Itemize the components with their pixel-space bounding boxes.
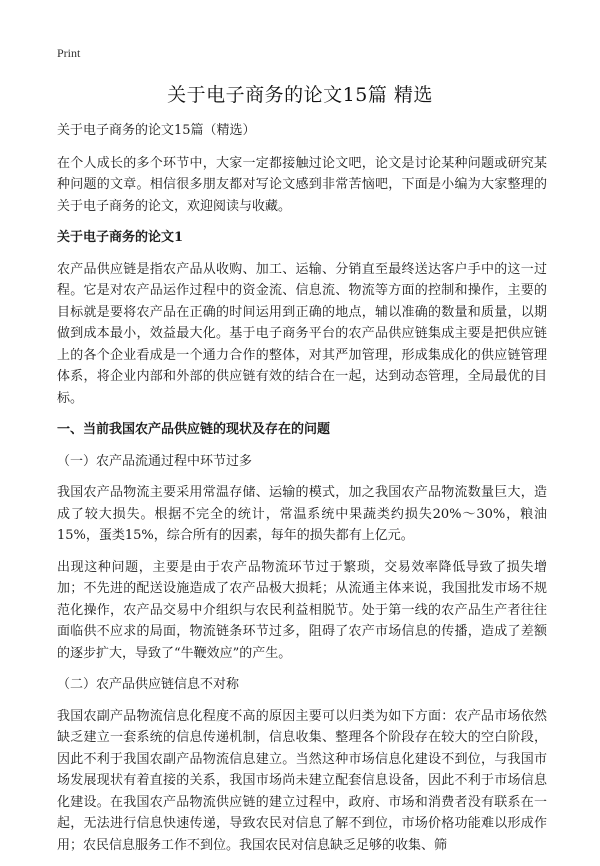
intro-paragraph: 在个人成长的多个环节中，大家一定都接触过论文吧，论文是讨论某种问题或研究某种问题的文章。相信很多朋友都对写论文感到非常苦恼吧，下面是小编为大家整理的关于电子商务的论文，欢迎阅读与收藏。	[57, 155, 547, 214]
paragraph: 出现这种问题，主要是由于农产品物流环节过于繁琐，交易效率降低导致了损失增加；不先进的配送设施造成了农产品极大损耗；从流通主体来说，我国批发市场不规范化操作，农产品交易中介组织与农民利益相脱节。处于第一线的农产品生产者往往面临供不应求的局面，物流链条环节过多，阻碍了农产市场信息的传播，造成了差额的逐步扩大，导致了“牛鞭效应”的产生。	[57, 559, 547, 661]
print-label: Print	[57, 46, 81, 60]
subsection-heading: （二）农产品供应链信息不对称	[57, 677, 240, 692]
document-subtitle: 关于电子商务的论文15篇（精选）	[57, 123, 256, 138]
paragraph: 我国农产品物流主要采用常温存储、运输的模式，加之我国农产品物流数量巨大，造成了较大损失。根据不完全的统计，常温系统中果蔬类约损失20%～30%，粮油15%，蛋类15%，综合所有的因素，每年的损失都有上亿元。	[57, 485, 547, 543]
paragraph: 农产品供应链是指农产品从收购、加工、运输、分销直至最终送达客户手中的这一过程。它是对农产品运作过程中的资金流、信息流、物流等方面的控制和操作，主要的目标就是要将农产品在正确的时间运用到正确的地点，辅以准确的数量和质量，以期做到成本最小，效益最大化。基于电子商务平台的农产品供应链集成主要是把供应链上的各个企业看成是一个通力合作的整体，对其严加管理，形成集成化的供应链管理体系，将企业内部和外部的供应链有效的结合在一起，达到动态管理，全局最优的目标。	[57, 261, 547, 406]
subsection-heading: （一）农产品流通过程中环节过多	[57, 453, 253, 469]
part-heading: 一、当前我国农产品供应链的现状及存在的问题	[57, 422, 331, 437]
paragraph: 我国农副产品物流信息化程度不高的原因主要可以归类为如下方面：农产品市场依然缺乏建立一套系统的信息传递机制，信息收集、整理各个阶段存在较大的空白阶段，因此不利于我国农副产品物流信息建立。当然这种市场信息化建设不到位，与我国市场发展现状有着直接的关系，我国市场尚未建立配套信息设备，因此不利于市场信息化建设。在我国农产品物流供应链的建立过程中，政府、市场和消费者没有联系在一起，无法进行信息快速传递，导致农民对信息了解不到位，市场价格功能难以形成作用；农民信息服务工作不到位。我国农民对信息缺乏足够的收集、筛	[57, 708, 547, 853]
page-title: 关于电子商务的论文15篇 精选	[167, 84, 433, 106]
document-body	[57, 120, 547, 866]
section-heading: 关于电子商务的论文1	[57, 230, 184, 245]
